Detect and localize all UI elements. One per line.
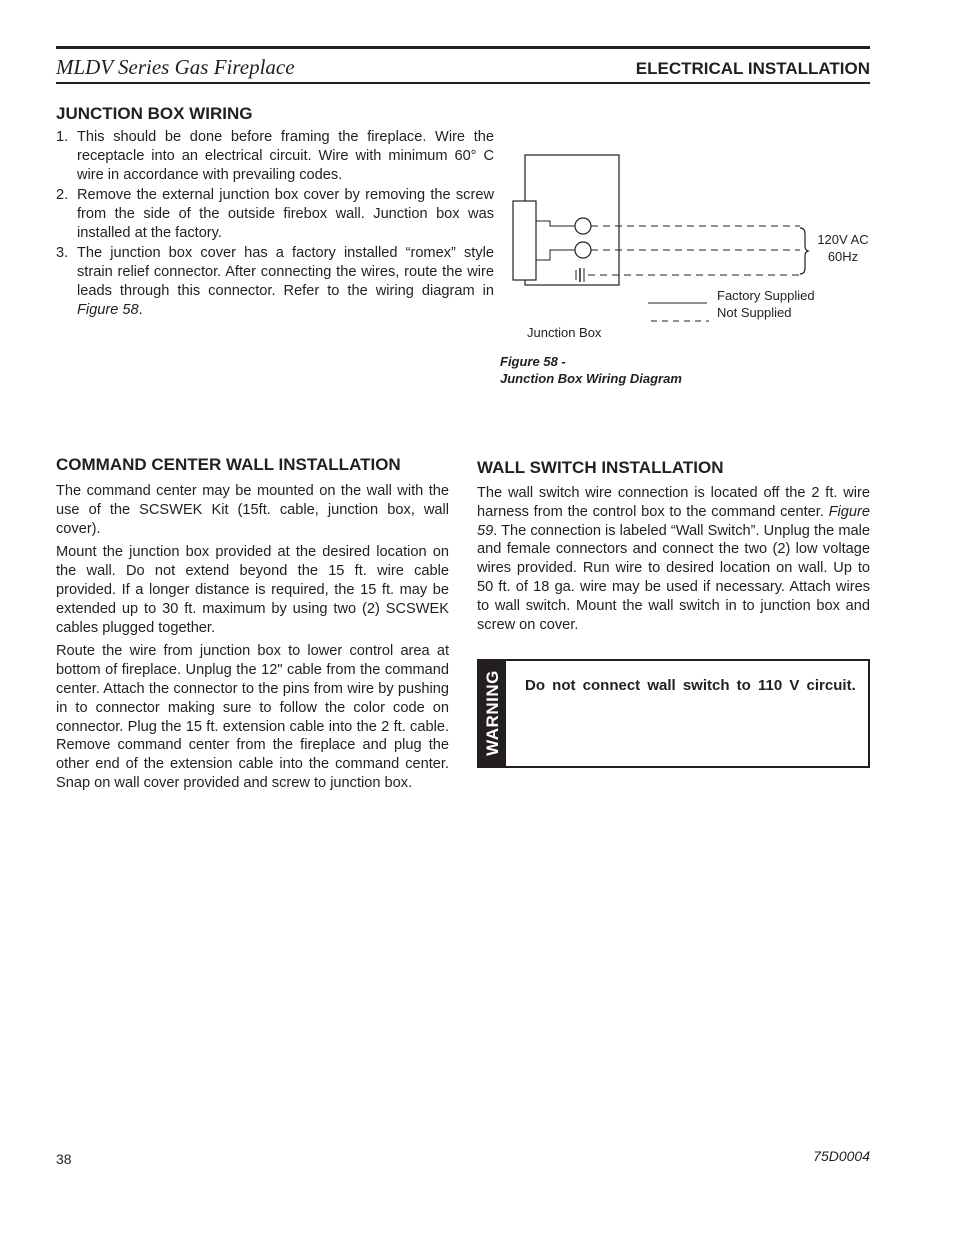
- warning-text: Do not connect wall switch to 110 V circuit.: [525, 677, 856, 694]
- terminal-upper: [575, 218, 591, 234]
- header-bottom-rule: [56, 82, 870, 84]
- paragraph: Route the wire from junction box to lower control area at bottom of fireplace. Unplug the 12" cable from the command center. Attach the connector to the pins from wire by pushing in to connector making sure to follow the color code on connector. Plug the 15 ft. extension cable into the 2 ft. cable. Remove command center from the fireplace and plug the other end of the extension cable into the command center. Snap on wall cover provided and screw to junction box.: [56, 643, 449, 791]
- wall-switch-body: [477, 484, 870, 639]
- legend-solid-label: Factory Supplied: [717, 288, 815, 303]
- legend-dashed-label: Not Supplied: [717, 305, 792, 320]
- terminal-lower: [575, 242, 591, 258]
- paragraph: The command center may be mounted on the wall with the use of the SCSWEK Kit (15ft. cable, junction box, wall cover).: [56, 483, 449, 537]
- paragraph: Mount the junction box provided at the desired location on the wall. Do not extend beyond the 15 ft. wire cable provided. If a longer distance is required, the 15 ft. may be extended up to 30 ft. maximum by using two (2) SCSWEK cables plugged together.: [56, 544, 449, 636]
- list-item: 1. This should be done before framing the fireplace. Wire the receptacle into an electrical circuit. Wire with minimum 60° C wire in accordance with prevailing codes.: [56, 129, 494, 183]
- figure-reference: Figure 58: [77, 302, 139, 318]
- figure-reference: Figure 59: [477, 503, 870, 539]
- junction-box-steps: [56, 128, 494, 321]
- warning-tab: [479, 661, 506, 766]
- paragraph: The wall switch wire connection is located off the 2 ft. wire harness from the control box to the command center. Figure 59. The connection is labeled “Wall Switch”. Unplug the male and female connectors and connect the two (2) low voltage wires provided. Run wire to desired location on wall. Up to 50 ft. of 18 ga. wire may be used if necessary. Attach wires to wall switch. Mount the wall switch in to junction box and screw on cover.: [477, 485, 870, 633]
- ground-symbol: [576, 268, 584, 282]
- junction-box-outline: [525, 155, 619, 285]
- internal-wire-lower: [536, 250, 576, 260]
- list-item: 3. The junction box cover has a factory installed “romex” style strain relief connector. After connecting the wires, route the wire leads through this connector. Refer to the wiring diagram in Figure 58.: [56, 245, 494, 318]
- legend-labels: [717, 287, 815, 321]
- section-title: ELECTRICAL INSTALLATION: [635, 59, 870, 78]
- command-center-body: [56, 482, 449, 798]
- supply-brace: [800, 228, 808, 274]
- junction-box-wiring-heading: JUNCTION BOX WIRING: [56, 104, 253, 123]
- list-item: 2. Remove the external junction box cover by removing the screw from the side of the outside firebox wall. Junction box was installed at the factory.: [56, 187, 494, 241]
- junction-box-label: Junction Box: [527, 325, 602, 340]
- supply-label: 120V AC 60Hz: [817, 232, 869, 264]
- internal-wire-upper: [536, 221, 576, 226]
- page-number: 38: [56, 1151, 72, 1167]
- document-code: 75D0004: [813, 1148, 870, 1164]
- warning-box: [477, 659, 870, 768]
- figure-caption: Figure 58 - Junction Box Wiring Diagram: [500, 354, 682, 386]
- junction-box-wiring-diagram: [505, 150, 870, 345]
- romex-connector: [513, 201, 536, 280]
- header-top-rule: [56, 46, 870, 49]
- series-title: MLDV Series Gas Fireplace: [56, 55, 295, 79]
- warning-label: WARNING: [483, 670, 502, 756]
- wall-switch-heading: WALL SWITCH INSTALLATION: [477, 458, 724, 477]
- command-center-heading: COMMAND CENTER WALL INSTALLATION: [56, 455, 401, 474]
